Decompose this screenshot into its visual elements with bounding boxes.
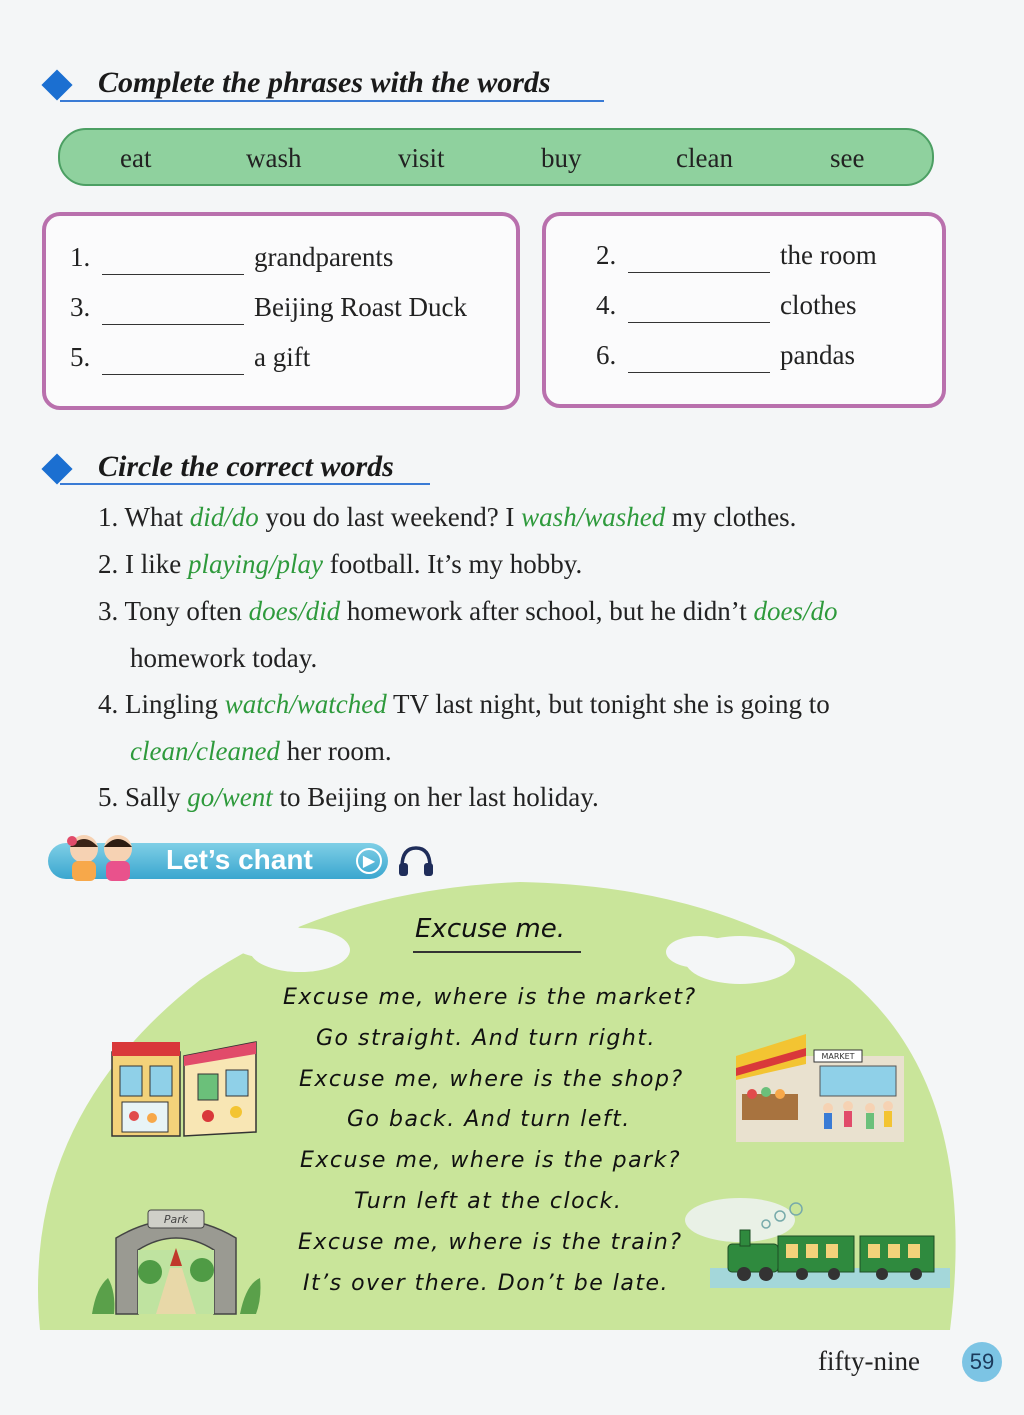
sentence-text: to Beijing on her last holiday. (272, 782, 599, 812)
chant-line: It’s over there. Don’t be late. (303, 1271, 669, 1296)
exercise-sentence-2 (98, 549, 582, 580)
phrase-number: 6. (596, 340, 617, 370)
word-bank-item: see (830, 143, 865, 173)
sentence-text: TV last night, but tonight she is going to (386, 689, 830, 719)
exercise-sentence-5 (98, 782, 599, 813)
sentence-text: 2. I like (98, 549, 188, 579)
exercise-sentence-4 (98, 689, 830, 720)
chant-line: Excuse me, where is the train? (298, 1230, 683, 1255)
sentence-text: homework after school, but he didn’t (340, 596, 754, 626)
word-option[interactable]: wash/washed (521, 502, 666, 532)
chant-line: Go straight. And turn right. (316, 1026, 656, 1051)
sentence-text: 4. Lingling (98, 689, 225, 719)
phrase-text: Beijing Roast Duck (254, 292, 467, 322)
park-sign-text: Park (163, 1213, 189, 1226)
exercise-sentence-3-continued: homework today. (130, 643, 318, 673)
answer-blank[interactable] (628, 272, 770, 273)
word-option[interactable]: did/do (189, 502, 259, 532)
phrase-text: clothes (780, 290, 857, 320)
word-option[interactable]: clean/cleaned (130, 736, 280, 766)
chant-line: Go back. And turn left. (347, 1107, 631, 1132)
children-illustration (56, 833, 148, 883)
sentence-text: my clothes. (665, 502, 797, 532)
sentence-text: 1. What (98, 502, 190, 532)
word-bank (58, 128, 934, 186)
section-heading-text: Circle the correct words (98, 450, 394, 483)
phrase-text: grandparents (254, 242, 394, 272)
word-bank-item: clean (676, 143, 733, 173)
word-bank-item: visit (398, 143, 445, 173)
diamond-bullet-icon (41, 453, 72, 484)
phrase-text: the room (780, 240, 877, 270)
chant-line: Excuse me, where is the shop? (299, 1067, 684, 1092)
heading-underline (60, 483, 430, 485)
word-option[interactable]: watch/watched (224, 689, 387, 719)
phrase-text: a gift (254, 342, 311, 372)
word-option[interactable]: go/went (187, 782, 273, 812)
exercise-sentence-3 (98, 596, 838, 627)
market-illustration (736, 1034, 904, 1142)
chant-banner-label: Let’s chant (166, 844, 313, 875)
chant-banner (48, 843, 388, 879)
chant-title: Excuse me. (415, 914, 565, 944)
page-number-badge: 59 (962, 1342, 1002, 1382)
answer-blank[interactable] (628, 372, 770, 373)
play-arrow-icon[interactable]: ▶ (356, 848, 382, 874)
answer-blank[interactable] (628, 322, 770, 323)
sentence-text: 3. Tony often (98, 596, 249, 626)
phrase-number: 2. (596, 240, 617, 270)
word-bank-item: wash (246, 143, 302, 173)
headphones-icon[interactable] (398, 845, 434, 877)
sentence-text: football. It’s my hobby. (322, 549, 583, 579)
chant-line: Turn left at the clock. (354, 1189, 623, 1214)
chant-line: Excuse me, where is the park? (300, 1148, 682, 1173)
section-heading-complete (46, 66, 616, 106)
chant-title-underline (413, 951, 581, 953)
phrase-box-right (542, 212, 946, 408)
phrase-text: pandas (780, 340, 855, 370)
phrase-number: 4. (596, 290, 617, 320)
answer-blank[interactable] (102, 274, 244, 275)
answer-blank[interactable] (102, 374, 244, 375)
page-number-word: fifty-nine (818, 1346, 920, 1376)
word-option[interactable]: does/did (248, 596, 341, 626)
phrase-number: 1. (70, 242, 91, 272)
train-illustration (722, 1200, 938, 1284)
answer-blank[interactable] (102, 324, 244, 325)
phrase-number: 3. (70, 292, 91, 322)
phrase-number: 5. (70, 342, 91, 372)
section-heading-circle (46, 450, 446, 490)
word-bank-item: buy (541, 143, 582, 173)
heading-underline (60, 100, 604, 102)
exercise-sentence-1 (98, 502, 796, 533)
phrase-box-left (42, 212, 520, 410)
sentence-text: you do last weekend? I (258, 502, 522, 532)
exercise-sentence-4-continued (130, 736, 392, 767)
section-heading-text: Complete the phrases with the words (98, 66, 551, 99)
sentence-text: her room. (279, 736, 392, 766)
word-option[interactable]: does/do (753, 596, 838, 626)
sentence-text: 5. Sally (98, 782, 188, 812)
diamond-bullet-icon (41, 69, 72, 100)
market-sign-text: MARKET (821, 1052, 855, 1061)
word-option[interactable]: playing/play (187, 549, 323, 579)
chant-line: Excuse me, where is the market? (283, 985, 697, 1010)
word-bank-item: eat (120, 143, 152, 173)
park-gate-illustration (86, 1208, 266, 1316)
shop-illustration (108, 1036, 258, 1140)
